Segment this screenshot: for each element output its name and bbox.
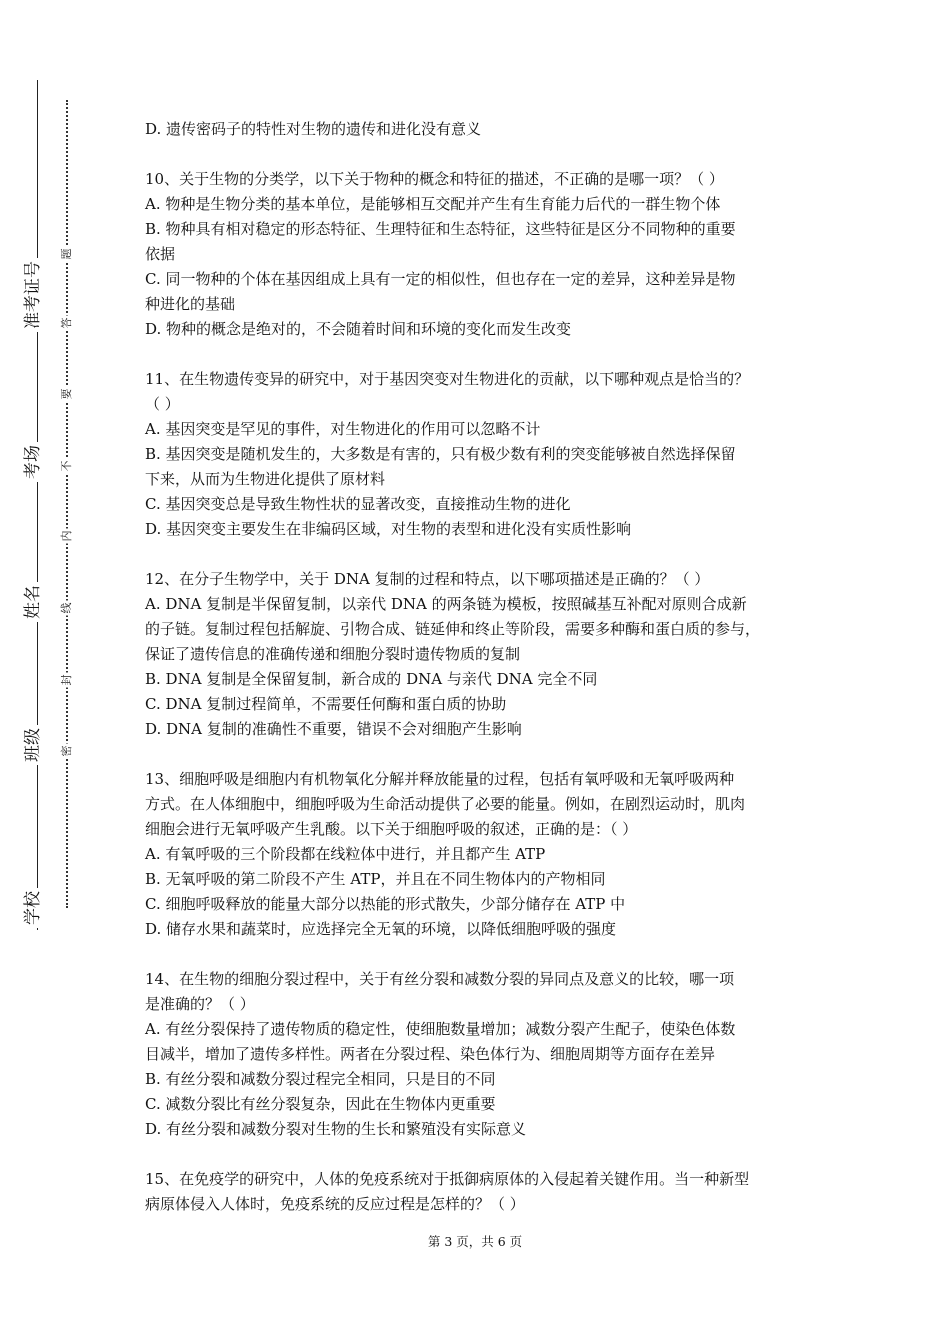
binding-field-school: 学校 [24, 888, 42, 928]
question-line: C. 细胞呼吸释放的能量大部分以热能的形式散失，少部分储存在 ATP 中 [145, 895, 626, 913]
question-line: 的子链。复制过程包括解旋、引物合成、链延伸和终止等阶段，需要多种酶和蛋白质的参与， [145, 620, 761, 638]
question-line: D. DNA 复制的准确性不重要，错误不会对细胞产生影响 [145, 720, 522, 738]
question-line: C. 基因突变总是导致生物性状的显著改变，直接推动生物的进化 [145, 495, 571, 513]
question-line: A. 有氧呼吸的三个阶段都在线粒体中进行，并且都产生 ATP [145, 845, 546, 863]
question-line: B. 基因突变是随机发生的，大多数是有害的，只有极少数有利的突变能够被自然选择保留 [145, 445, 736, 463]
binding-solid-line [37, 80, 38, 930]
question-line: 目减半，增加了遗传多样性。两者在分裂过程、染色体行为、细胞周期等方面存在差异 [145, 1045, 716, 1063]
question-block [145, 1167, 817, 1217]
question-line: D. 有丝分裂和减数分裂对生物的生长和繁殖没有实际意义 [145, 1120, 527, 1138]
question-line: B. 无氧呼吸的第二阶段不产生 ATP，并且在不同生物体内的产物相同 [145, 870, 606, 888]
seal-char-da: 答 [60, 317, 73, 329]
seal-char-mi: 密 [60, 745, 73, 757]
question-line: A. DNA 复制是半保留复制，以亲代 DNA 的两条链为模板，按照碱基互补配对原则合成新 [145, 595, 747, 613]
seal-char-bu: 不 [60, 460, 73, 472]
question-line: A. 有丝分裂保持了遗传物质的稳定性，使细胞数量增加；减数分裂产生配子，使染色体数 [145, 1020, 736, 1038]
seal-char-nei: 内 [60, 530, 73, 542]
question-line: 依据 [145, 245, 176, 263]
question-line: 13、细胞呼吸是细胞内有机物氧化分解并释放能量的过程，包括有氧呼吸和无氧呼吸两种 [145, 770, 735, 788]
question-block [145, 367, 817, 542]
question-line: A. 基因突变是罕见的事件，对生物进化的作用可以忽略不计 [145, 420, 541, 438]
question-line: 保证了遗传信息的准确传递和细胞分裂时遗传物质的复制 [145, 645, 521, 663]
seal-char-yao: 要 [60, 388, 73, 400]
question-line: 10、关于生物的分类学，以下关于物种的概念和特征的描述，不正确的是哪一项？（ ） [145, 170, 724, 188]
question-line: （ ） [145, 395, 180, 413]
binding-field-exam-room: 考场 [24, 442, 42, 482]
binding-margin [0, 0, 90, 1344]
question-list [145, 117, 817, 1242]
question-line: 11、在生物遗传变异的研究中，对于基因突变对生物进化的贡献，以下哪种观点是恰当的？ [145, 370, 750, 388]
page-number: 第 3 页，共 6 页 [427, 1234, 523, 1249]
question-line: D. 基因突变主要发生在非编码区域，对生物的表型和进化没有实质性影响 [145, 520, 632, 538]
question-line: 种进化的基础 [145, 295, 236, 313]
question-line: D. 物种的概念是绝对的，不会随着时间和环境的变化而发生改变 [145, 320, 572, 338]
question-block [145, 567, 817, 742]
question-line: D. 遗传密码子的特性对生物的遗传和进化没有意义 [145, 120, 482, 138]
question-line: 细胞会进行无氧呼吸产生乳酸。以下关于细胞呼吸的叙述，正确的是：（ ） [145, 820, 638, 838]
question-line: 病原体侵入人体时，免疫系统的反应过程是怎样的？（ ） [145, 1195, 525, 1213]
question-line: B. 有丝分裂和减数分裂过程完全相同，只是目的不同 [145, 1070, 496, 1088]
question-line: C. DNA 复制过程简单，不需要任何酶和蛋白质的协助 [145, 695, 507, 713]
question-line: 15、在免疫学的研究中，人体的免疫系统对于抵御病原体的入侵起着关键作用。当一种新型 [145, 1170, 750, 1188]
question-line: D. 储存水果和蔬菜时，应选择完全无氧的环境，以降低细胞呼吸的强度 [145, 920, 617, 938]
seal-char-feng: 封 [60, 674, 73, 686]
question-line: C. 同一物种的个体在基因组成上具有一定的相似性，但也存在一定的差异，这种差异是物 [145, 270, 736, 288]
seal-char-xian: 线 [60, 602, 73, 614]
binding-field-name: 姓名 [24, 582, 42, 622]
question-block [145, 767, 817, 942]
question-line: 下来，从而为生物进化提供了原材料 [145, 470, 386, 488]
question-block [145, 117, 817, 142]
question-line: C. 减数分裂比有丝分裂复杂，因此在生物体内更重要 [145, 1095, 496, 1113]
question-block [145, 967, 817, 1142]
question-line: 是准确的？（ ） [145, 995, 255, 1013]
question-line: A. 物种是生物分类的基本单位，是能够相互交配并产生有生育能力后代的一群生物个体 [145, 195, 721, 213]
question-line: 12、在分子生物学中，关于 DNA 复制的过程和特点，以下哪项描述是正确的？（ ） [145, 570, 710, 588]
binding-field-exam-id: 准考证号 [24, 258, 42, 332]
question-line: 方式。在人体细胞中，细胞呼吸为生命活动提供了必要的能量。例如，在剧烈运动时，肌肉 [145, 795, 746, 813]
question-block [145, 167, 817, 342]
question-line: B. 物种具有相对稳定的形态特征、生理特征和生态特征，这些特征是区分不同物种的重要 [145, 220, 736, 238]
seal-char-ti: 题 [60, 248, 73, 260]
binding-field-class: 班级 [24, 725, 42, 765]
question-line: 14、在生物的细胞分裂过程中，关于有丝分裂和减数分裂的异同点及意义的比较，哪一项 [145, 970, 735, 988]
question-line: B. DNA 复制是全保留复制，新合成的 DNA 与亲代 DNA 完全不同 [145, 670, 598, 688]
binding-dotted-line [66, 100, 68, 908]
